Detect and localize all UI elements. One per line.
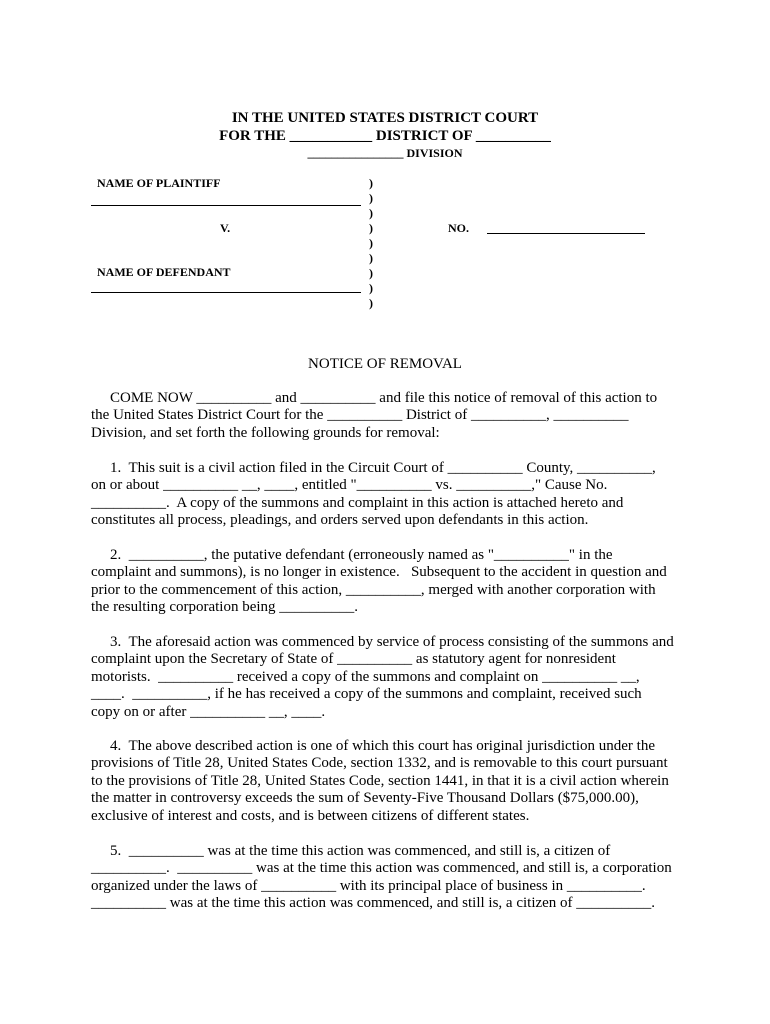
paren: ) [369,191,373,205]
paren: ) [369,221,373,235]
versus-label: V. [220,221,231,235]
paragraph-line: on or about __________ __, ____, entitled "__________ vs. __________," Cause No. [91,477,608,494]
plaintiff-signature-line [91,205,361,206]
paragraph-line: __________. A copy of the summons and complaint in this action is attached hereto and [91,494,624,511]
defendant-label: NAME OF DEFENDANT [97,265,231,279]
defendant-signature-line [91,292,361,293]
paragraph-line: 2. __________, the putative defendant (erroneously named as "__________" in the [110,547,613,563]
paragraph-line: 3. The aforesaid action was commenced by service of process consisting of the summons and [110,634,674,650]
paragraph-line: 5. __________ was at the time this action was commenced, and still is, a citizen of [110,843,611,859]
paragraph-line: organized under the laws of __________ with its principal place of business in __________. [91,877,646,894]
paren: ) [369,206,373,220]
paragraph-line: the United States District Court for the __________ District of __________, __________ [91,407,629,424]
paren: ) [369,266,373,280]
paragraph-line: motorists. __________ received a copy of the summons and complaint on __________ __, [91,668,640,685]
paren: ) [369,236,373,250]
plaintiff-label: NAME OF PLAINTIFF [97,176,221,190]
paragraph-line: __________. __________ was at the time this action was commenced, and still is, a corporation [91,860,672,877]
caption-parentheses [369,176,373,311]
paragraph-line: complaint upon the Secretary of State of __________ as statutory agent for nonresident [91,651,616,668]
case-number-label: NO. [448,221,469,235]
paragraph-line: to the provisions of Title 28, United States Code, section 1441, in that it is a civil action wherein [91,772,669,789]
paren: ) [369,251,373,265]
paragraph-line: 1. This suit is a civil action filed in the Circuit Court of __________ County, __________, [110,460,656,476]
paragraph-intro [91,390,691,442]
court-heading: IN THE UNITED STATES DISTRICT COURT [231,110,539,126]
paren: ) [369,281,373,295]
paragraph-line: __________ was at the time this action was commenced, and still is, a citizen of __________. [91,895,656,912]
paragraph-5 [91,843,691,913]
paren: ) [369,176,373,190]
paragraph-line: the matter in controversy exceeds the sum of Seventy-Five Thousand Dollars ($75,000.00), [91,790,639,807]
paragraph-line: ____. __________, if he has received a copy of the summons and complaint, received such [91,686,642,703]
paren: ) [369,296,373,310]
paragraph-line: Division, and set forth the following grounds for removal: [91,424,440,441]
paragraph-3 [91,634,691,721]
paragraph-line: COME NOW __________ and __________ and file this notice of removal of this action to [110,390,658,406]
case-number-line [487,233,645,234]
paragraph-line: 4. The above described action is one of which this court has original jurisdiction under the [110,738,656,754]
paragraph-line: the resulting corporation being __________. [91,599,359,616]
division-line: ________________ DIVISION [307,146,463,160]
district-line: FOR THE ___________ DISTRICT OF __________ [219,128,551,144]
paragraph-1 [91,460,691,530]
paragraph-4 [91,738,691,825]
document-title: NOTICE OF REMOVAL [308,356,462,372]
paragraph-line: complaint and summons), is no longer in existence. Subsequent to the accident in question and [91,564,667,581]
paragraph-line: provisions of Title 28, United States Code, section 1332, and is removable to this court pursuant [91,755,668,772]
paragraph-line: prior to the commencement of this action, __________, merged with another corporation with [91,581,656,598]
paragraph-line: copy on or after __________ __, ____. [91,703,326,720]
paragraph-2 [91,547,691,617]
paragraph-line: exclusive of interest and costs, and is between citizens of different states. [91,807,530,824]
paragraph-line: constitutes all process, pleadings, and orders served upon defendants in this action. [91,512,589,529]
